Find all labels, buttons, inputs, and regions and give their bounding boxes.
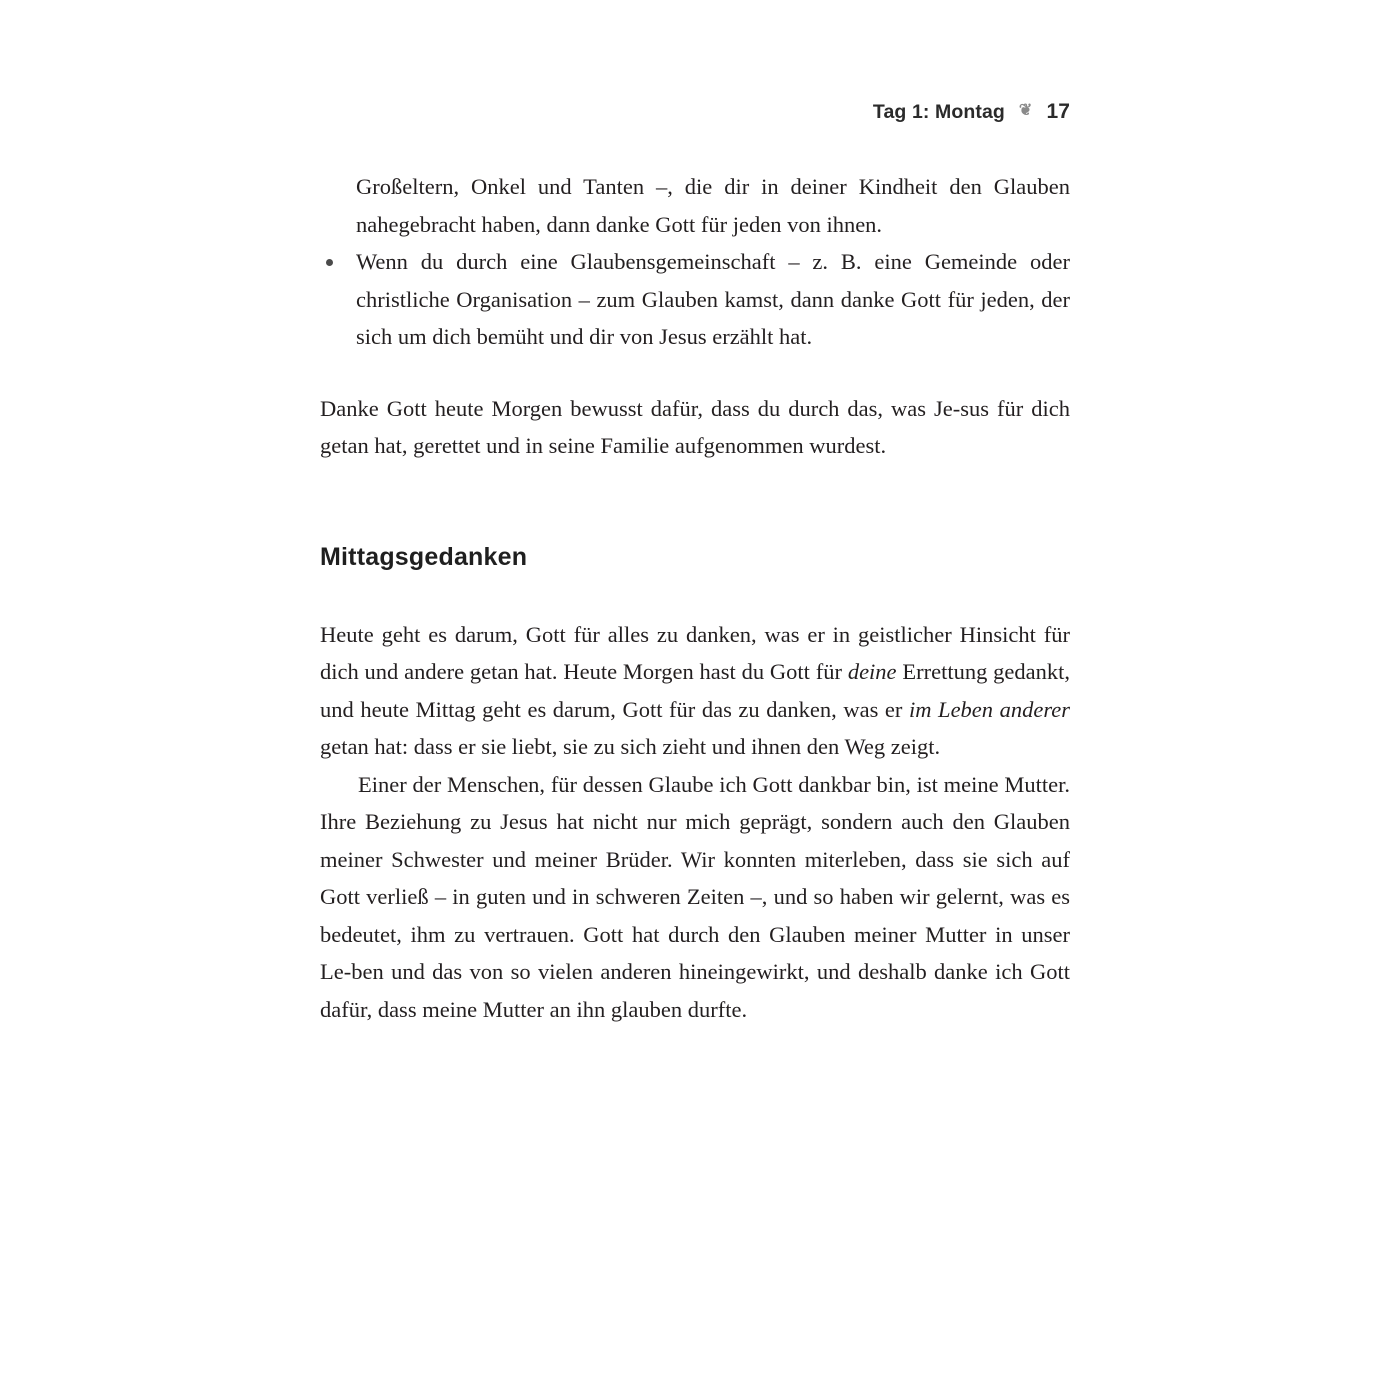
running-head-chapter: Tag 1: Montag [872, 100, 1005, 123]
paragraph-text-run: Errettung gedankt, und heute Mittag geht es darum, Gott für das zu danken, was er [320, 659, 1070, 722]
emphasis-im-leben-anderer: im Leben anderer [908, 696, 1071, 722]
bullet-list [320, 168, 1070, 356]
spacer [320, 572, 1070, 616]
paragraph-text-run: getan hat: dass er sie liebt, sie zu sich zieht und ihnen den Weg zeigt. [320, 734, 941, 759]
list-item-text: Wenn du durch eine Glaubensgemeinschaft – z. B. eine Gemeinde oder christliche Organisation – zum Glauben kamst, dann danke Gott für jeden, der sich um dich bemüht und dir von Jesus erzählt hat. [356, 249, 1070, 349]
leaf-ornament-icon: ❦ [1018, 102, 1033, 119]
spacer [320, 465, 1070, 543]
list-item [320, 168, 1070, 243]
running-head [873, 100, 1070, 124]
text-column [320, 168, 1070, 1028]
list-item [320, 243, 1070, 356]
list-item-text: Großeltern, Onkel und Tanten –, die dir in deiner Kindheit den Glauben nahegebracht haben, dann danke Gott für jeden von ihnen. [356, 174, 1070, 237]
emphasis-deine: deine [847, 659, 897, 684]
bullet-dot-icon [326, 259, 333, 266]
section-heading: Mittagsgedanken [320, 542, 528, 571]
spacer [320, 356, 1070, 390]
paragraph-mother-story: Einer der Menschen, für dessen Glaube ich Gott dankbar bin, ist meine Mutter. Ihre Beziehung zu Jesus hat nicht nur mich geprägt, sondern auch den Glauben meiner Schwester und meiner Brüder. Wir konnten miterleben, dass sie sich auf Gott verließ – in guten und in schweren Zeiten –, und so haben wir gelernt, was es bedeutet, ihm zu vertrauen. Gott hat durch den Glauben meiner Mutter in unser Le-ben und das von so vielen anderen hineingewirkt, und deshalb danke ich Gott dafür, dass meine Mutter an ihn glauben durfte. [320, 771, 1070, 1022]
paragraph-midday-intro [320, 616, 1070, 766]
page-number: 17 [1046, 100, 1070, 123]
paragraph-text-run: Heute geht es darum, Gott für alles zu danken, was er in geistlicher Hinsicht für dich und andere getan hat. Heute Morgen hast du Gott für [320, 621, 1070, 684]
paragraph-after-list: Danke Gott heute Morgen bewusst dafür, dass du durch das, was Je-sus für dich getan hat, gerettet und in seine Familie aufgenommen wurdest. [320, 395, 1070, 458]
